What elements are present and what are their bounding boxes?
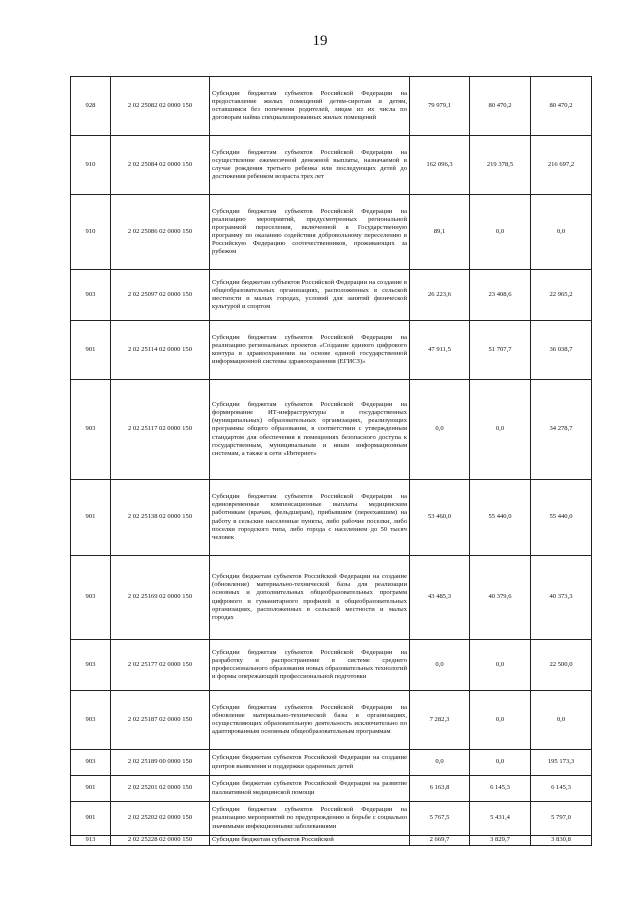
row-kbk: 2 02 25082 02 0000 150 [111, 77, 210, 136]
row-value-1: 43 485,3 [410, 556, 470, 640]
row-value-1: 53 460,0 [410, 480, 470, 556]
table-row [71, 321, 592, 380]
table-row [71, 77, 592, 136]
row-value-1: 47 911,5 [410, 321, 470, 380]
row-value-2: 0,0 [470, 640, 531, 691]
row-value-3: 22 500,0 [531, 640, 592, 691]
row-kbk: 2 02 25202 02 0000 150 [111, 802, 210, 836]
row-value-2: 0,0 [470, 750, 531, 776]
table-row [71, 556, 592, 640]
row-name: Субсидии бюджетам субъектов Российской Федерации на создание (обновление) материально-технической базы для реализации основных и дополнительных общеобразовательных программ цифрового и гуманитарного профилей в общеобразовательных организациях, расположенных в сельской местности и малых городах [210, 556, 410, 640]
row-value-2: 5 431,4 [470, 802, 531, 836]
row-kbk: 2 02 25086 02 0000 150 [111, 195, 210, 270]
row-kbk: 2 02 25228 02 0000 150 [111, 836, 210, 846]
row-kbk: 2 02 25084 02 0000 150 [111, 136, 210, 195]
row-value-1: 0,0 [410, 640, 470, 691]
row-name: Субсидии бюджетам субъектов Российской Федерации на развитие паллиативной медицинской помощи [210, 776, 410, 802]
row-kbk: 2 02 25177 02 0000 150 [111, 640, 210, 691]
row-value-3: 36 038,7 [531, 321, 592, 380]
row-value-2: 51 707,7 [470, 321, 531, 380]
row-value-2: 0,0 [470, 380, 531, 480]
row-name: Субсидии бюджетам субъектов Российской Федерации на реализацию мероприятий, предусмотренных региональной программой переселения, включенной в Государственную программу по оказанию содействия добровольному переселению в Российскую Федерацию соотечественников, проживающих за рубежом [210, 195, 410, 270]
row-kbk: 2 02 25138 02 0000 150 [111, 480, 210, 556]
row-value-1: 79 979,1 [410, 77, 470, 136]
row-value-1: 6 163,8 [410, 776, 470, 802]
row-name: Субсидии бюджетам субъектов Российской [210, 836, 410, 846]
row-value-1: 7 282,3 [410, 691, 470, 750]
table-row [71, 640, 592, 691]
table-row [71, 750, 592, 776]
row-value-3: 55 440,0 [531, 480, 592, 556]
row-kbk: 2 02 25114 02 0000 150 [111, 321, 210, 380]
row-value-2: 0,0 [470, 691, 531, 750]
row-value-1: 0,0 [410, 750, 470, 776]
row-code: 903 [71, 640, 111, 691]
row-code: 913 [71, 836, 111, 846]
row-code: 910 [71, 195, 111, 270]
row-value-3: 0,0 [531, 195, 592, 270]
row-code: 903 [71, 691, 111, 750]
row-value-3: 216 697,2 [531, 136, 592, 195]
row-kbk: 2 02 25189 00 0000 150 [111, 750, 210, 776]
row-value-3: 22 965,2 [531, 270, 592, 321]
row-value-3: 0,0 [531, 691, 592, 750]
row-code: 903 [71, 380, 111, 480]
row-kbk: 2 02 25187 02 0000 150 [111, 691, 210, 750]
row-value-2: 0,0 [470, 195, 531, 270]
row-name: Субсидии бюджетам субъектов Российской Федерации на единовременные компенсационные выплаты медицинским работникам (врачам, фельдшерам), прибывшим (переехавшим) на работу в сельские населенные пункты, либо рабочие поселки, либо поселки городского типа, либо города с населением до 50 тысяч человек [210, 480, 410, 556]
row-value-1: 89,1 [410, 195, 470, 270]
row-kbk: 2 02 25201 02 0000 150 [111, 776, 210, 802]
row-value-3: 40 373,3 [531, 556, 592, 640]
row-name: Субсидии бюджетам субъектов Российской Федерации на предоставление жилых помещений детям-сиротам и детям, оставшимся без попечения родителей, лицам из их числа по договорам найма специализированных жилых помещений [210, 77, 410, 136]
row-value-2: 23 408,6 [470, 270, 531, 321]
table-row [71, 802, 592, 836]
row-value-2: 80 470,2 [470, 77, 531, 136]
row-name: Субсидии бюджетам субъектов Российской Федерации на создание в общеобразовательных организациях, расположенных в сельской местности и малых городах, условий для занятий физической культурой и спортом [210, 270, 410, 321]
row-code: 903 [71, 750, 111, 776]
row-value-2: 219 378,5 [470, 136, 531, 195]
row-value-3: 34 278,7 [531, 380, 592, 480]
row-name: Субсидии бюджетам субъектов Российской Федерации на осуществление ежемесячной денежной выплаты, назначаемой в случае рождения третьего ребенка или последующих детей до достижения ребенком возраста трех лет [210, 136, 410, 195]
row-name: Субсидии бюджетам субъектов Российской Федерации на реализацию мероприятий по предупреждению и борьбе с социально значимыми инфекционными заболеваниями [210, 802, 410, 836]
row-value-2: 40 379,6 [470, 556, 531, 640]
row-value-3: 80 470,2 [531, 77, 592, 136]
row-value-1: 2 669,7 [410, 836, 470, 846]
table-row [71, 836, 592, 846]
table-row [71, 776, 592, 802]
row-name: Субсидии бюджетам субъектов Российской Федерации на реализацию региональных проектов «Создание единого цифрового контура в здравоохранении на основе единой государственной информационной системы здравоохранения (ЕГИСЗ)» [210, 321, 410, 380]
row-code: 903 [71, 556, 111, 640]
table-row [71, 195, 592, 270]
row-value-3: 3 830,8 [531, 836, 592, 846]
row-code: 901 [71, 776, 111, 802]
row-code: 901 [71, 321, 111, 380]
table-row [71, 480, 592, 556]
table-row [71, 380, 592, 480]
row-name: Субсидии бюджетам субъектов Российской Федерации на разработку и распространение в системе среднего профессионального образования новых образовательных технологий и формы опережающей профессиональной подготовки [210, 640, 410, 691]
row-code: 901 [71, 480, 111, 556]
row-value-3: 6 145,3 [531, 776, 592, 802]
row-name: Субсидии бюджетам субъектов Российской Федерации на формирование ИТ-инфраструктуры в государственных (муниципальных) образовательных организациях, реализующих программы общего образования, в соответствии с утвержденным стандартом для обеспечения в помещениях безопасного доступа к государственным, муниципальным и иным информационным системам, а также к сети «Интернет» [210, 380, 410, 480]
row-name: Субсидии бюджетам субъектов Российской Федерации на обновление материально-технической базы в организациях, осуществляющих образовательную деятельность исключительно по адаптированным основным общеобразовательным программам [210, 691, 410, 750]
page-number: 19 [312, 33, 328, 49]
row-value-2: 3 829,7 [470, 836, 531, 846]
row-value-2: 55 440,0 [470, 480, 531, 556]
row-kbk: 2 02 25169 02 0000 150 [111, 556, 210, 640]
table-row [71, 136, 592, 195]
row-value-3: 195 173,3 [531, 750, 592, 776]
row-code: 901 [71, 802, 111, 836]
row-value-2: 6 145,3 [470, 776, 531, 802]
row-value-3: 5 797,0 [531, 802, 592, 836]
row-value-1: 5 767,5 [410, 802, 470, 836]
row-name: Субсидии бюджетам субъектов Российской Федерации на создание центров выявления и поддержки одаренных детей [210, 750, 410, 776]
row-kbk: 2 02 25117 02 0000 150 [111, 380, 210, 480]
row-code: 903 [71, 270, 111, 321]
row-kbk: 2 02 25097 02 0000 150 [111, 270, 210, 321]
row-code: 928 [71, 77, 111, 136]
row-value-1: 0,0 [410, 380, 470, 480]
row-value-1: 26 223,6 [410, 270, 470, 321]
table-row [71, 270, 592, 321]
row-value-1: 162 096,3 [410, 136, 470, 195]
row-code: 910 [71, 136, 111, 195]
budget-table [70, 76, 592, 846]
table-row [71, 691, 592, 750]
